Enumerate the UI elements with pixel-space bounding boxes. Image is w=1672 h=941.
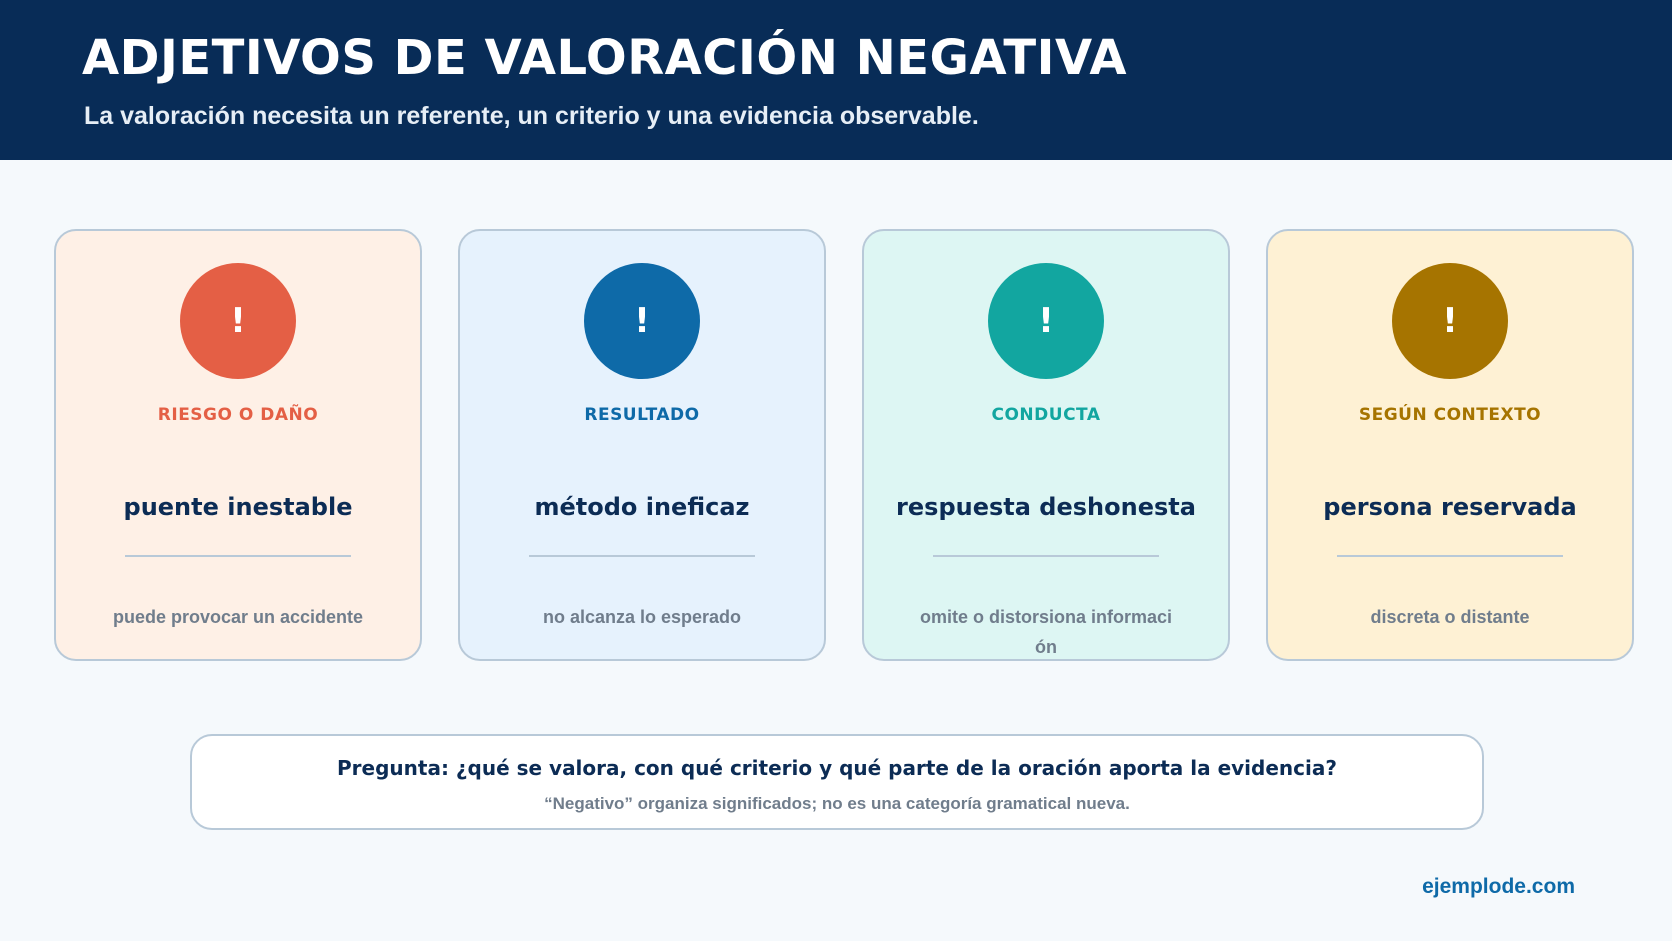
site-link[interactable]: ejemplode.com bbox=[1422, 875, 1575, 898]
exclamation-icon: ! bbox=[634, 301, 650, 341]
card-icon-circle bbox=[180, 263, 296, 379]
exclamation-icon: ! bbox=[1038, 301, 1054, 341]
card-divider bbox=[933, 555, 1159, 557]
question-note: “Negativo” organiza significados; no es una categoría gramatical nueva. bbox=[544, 794, 1130, 813]
card-icon-circle bbox=[584, 263, 700, 379]
card-phrase: respuesta deshonesta bbox=[896, 493, 1196, 521]
card-category: RIESGO O DAÑO bbox=[157, 405, 319, 425]
exclamation-icon: ! bbox=[230, 301, 246, 341]
header-banner bbox=[0, 0, 1672, 160]
card-divider bbox=[529, 555, 755, 557]
card-phrase: método ineficaz bbox=[534, 493, 750, 521]
card-category: CONDUCTA bbox=[991, 405, 1101, 425]
card-icon-circle bbox=[988, 263, 1104, 379]
page-subtitle: La valoración necesita un referente, un criterio y una evidencia observable. bbox=[84, 102, 979, 130]
card-phrase: persona reservada bbox=[1323, 493, 1577, 521]
card-row bbox=[54, 229, 1636, 661]
card-contexto bbox=[1266, 229, 1634, 661]
card-phrase: puente inestable bbox=[123, 493, 353, 521]
card-divider bbox=[125, 555, 351, 557]
card-divider bbox=[1337, 555, 1563, 557]
card-category: SEGÚN CONTEXTO bbox=[1358, 405, 1542, 425]
card-category: RESULTADO bbox=[584, 405, 700, 425]
question-text: Pregunta: ¿qué se valora, con qué criterio y qué parte de la oración aporta la evidencia? bbox=[337, 756, 1337, 780]
page-title: ADJETIVOS DE VALORACIÓN NEGATIVA bbox=[82, 30, 1127, 86]
card-description: discreta o distante bbox=[1370, 607, 1530, 627]
exclamation-icon: ! bbox=[1442, 301, 1458, 341]
card-riesgo bbox=[54, 229, 422, 661]
card-description: omite o distorsiona informaci ón bbox=[919, 607, 1173, 657]
question-box bbox=[190, 734, 1484, 830]
card-description: puede provocar un accidente bbox=[112, 607, 364, 627]
card-resultado bbox=[458, 229, 826, 661]
card-icon-circle bbox=[1392, 263, 1508, 379]
card-description: no alcanza lo esperado bbox=[542, 607, 742, 627]
card-conducta bbox=[862, 229, 1230, 661]
